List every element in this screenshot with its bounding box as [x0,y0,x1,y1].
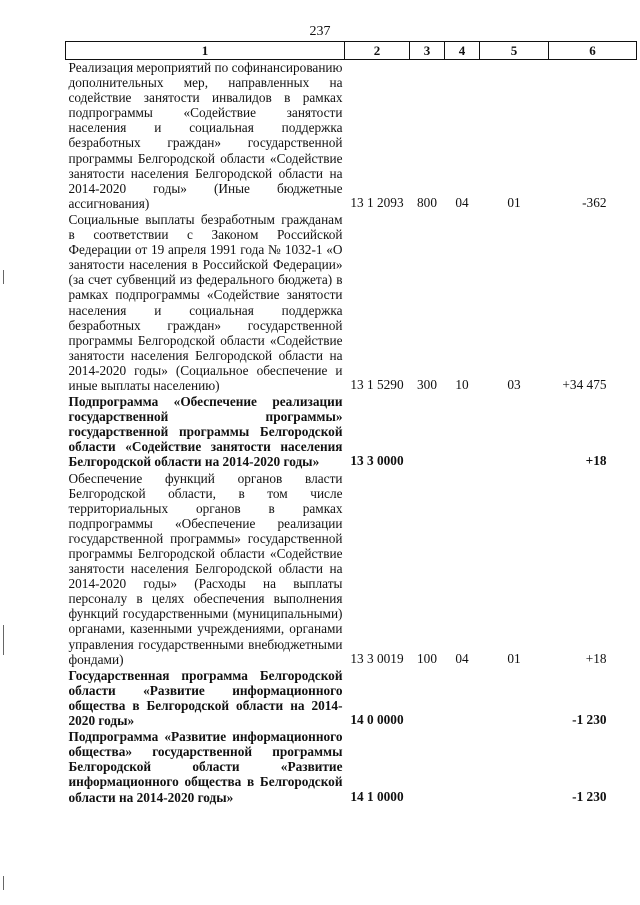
table-row [66,394,637,470]
row-rz [445,729,480,805]
row-amount: +18 [585,453,607,469]
row-vr: 800 [417,194,437,210]
row-amount: -1 230 [572,712,607,728]
row-pr [480,394,549,470]
table-row [66,729,637,805]
column-header-2: 2 [345,42,410,60]
row-pr [480,668,549,729]
row-name: Подпрограмма «Обеспечение реализации государственной программы» государственной программы Белгородской области «Содействие занятости населения Белгородской области на 2014-2020 годы» [68,394,343,470]
column-header-4: 4 [445,42,480,60]
scan-artifact-mark [3,876,4,890]
table-row [66,60,637,212]
row-amount: +18 [585,650,607,666]
row-code: 13 3 0019 [350,650,404,666]
row-pr: 01 [507,650,521,666]
row-rz: 04 [455,650,469,666]
row-vr [410,394,445,470]
row-vr [410,668,445,729]
row-code: 13 1 5290 [350,376,404,392]
row-name: Обеспечение функций органов власти Белгородской области, в том числе территориальных органов в рамках подпрограммы «Обеспечение реализации государственной программы» государственной программы Белгородской области «Содействие занятости населения Белгородской области на 2014-2020 годы» (Расходы на выплаты персоналу в целях обеспечения выполнения функций государственными (муниципальными) органами, казенными учреждениями, органами управления государственными внебюджетными фондами) [68,470,343,667]
row-name: Государственная программа Белгородской области «Развитие информационного общества в Белгородской области на 2014-2020 годы» [68,667,343,729]
table-row [66,668,637,729]
scan-artifact-mark [3,625,4,655]
row-rz [445,668,480,729]
row-vr: 100 [417,650,437,666]
column-header-3: 3 [410,42,445,60]
table-row [66,471,637,668]
row-rz: 04 [455,194,469,210]
table-row [66,212,637,394]
row-vr [410,729,445,805]
row-amount: -362 [582,194,607,210]
row-amount: -1 230 [572,788,607,804]
row-code: 14 0 0000 [350,712,404,728]
column-header-1: 1 [66,42,345,60]
scan-artifact-mark [3,270,4,284]
column-header-5: 5 [480,42,549,60]
row-name: Социальные выплаты безработным гражданам в соответствии с Законом Российской Федерации от 19 апреля 1991 года № 1032-1 «О занятости населения в Российской Федерации» (за счет субвенций из федерального бюджета) в рамках подпрограммы «Содействие занятости населения и социальная поддержка безработных граждан» государственной программы Белгородской области «Содействие занятости населения Белгородской области на 2014-2020 годы» (Социальное обеспечение и иные выплаты населению) [68,211,343,393]
row-pr: 01 [507,194,521,210]
row-name: Реализация мероприятий по софинансированию дополнительных мер, направленных на содействие занятости инвалидов в рамках подпрограммы «Содействие занятости населения и социальная поддержка безработных граждан» государственной программы Белгородской области «Содействие занятости населения Белгородской области на 2014-2020 годы» (Иные бюджетные ассигнования) [68,60,343,211]
row-code: 13 3 0000 [350,453,404,469]
column-header-6: 6 [549,42,637,60]
row-amount: +34 475 [562,376,607,392]
row-rz: 10 [455,376,469,392]
row-rz [445,394,480,470]
row-code: 14 1 0000 [350,788,404,804]
row-name: Подпрограмма «Развитие информационного общества» государственной программы Белгородской области «Развитие информационного общества в Белгородской области на 2014-2020 годы» [68,729,343,805]
page-number: 237 [309,24,331,39]
header-row [66,42,637,60]
budget-table [65,41,637,806]
row-vr: 300 [417,376,437,392]
row-pr [480,729,549,805]
row-pr: 03 [507,376,521,392]
row-code: 13 1 2093 [350,194,404,210]
